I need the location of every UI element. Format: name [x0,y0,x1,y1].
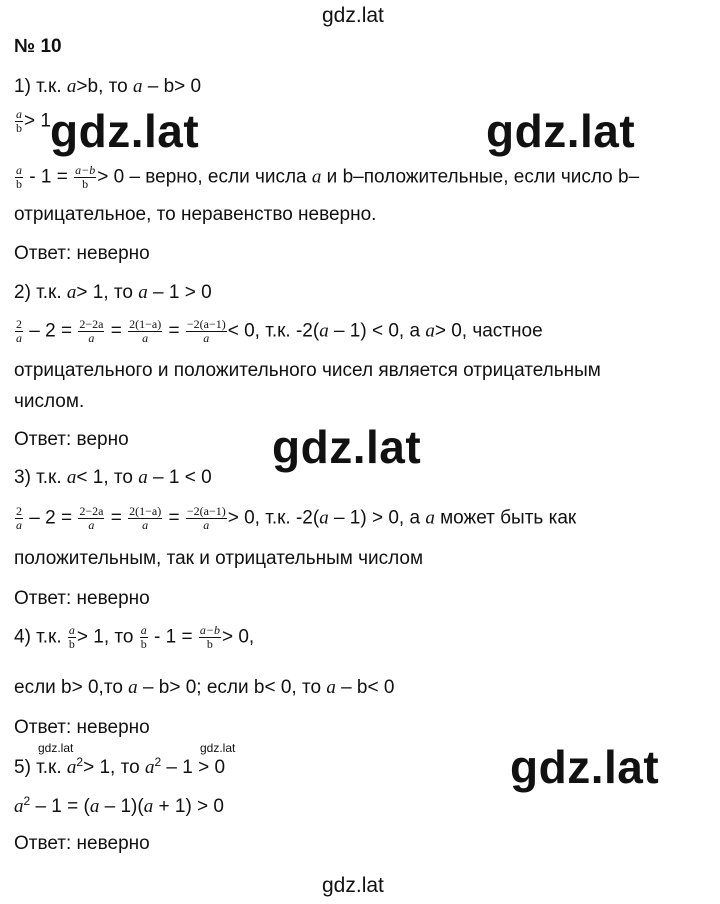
p4-answer: Ответ: неверно [14,717,150,738]
fraction: $\frac{-2(a-1)}{a}$ [186,317,226,345]
watermark-big: gdz.lat [510,741,660,793]
p5-line1: 5) т.к. $a^2> 1$, то $a^2 - 1 > 0$ [14,755,226,778]
p1-line1: 1) т.к. a>b, то a – b> 0 [14,76,202,97]
p3-line2: $\frac{2}{a}$ – 2 = $\frac{2-2a}{a}$ = $\frac{2(1-a)}{a}$ = $\frac{-2(a-1)}{a}$ > 0, т.к. -2(a – 1) > 0, а a может быть как [16,504,577,532]
p3-line1: 3) т.к. a< 1, то a – 1 < 0 [14,467,212,488]
fraction: $\frac{a}{b}$ [16,163,22,191]
fraction: $\frac{a}{b}$ [68,623,75,651]
watermark-top: gdz.lat [322,4,384,27]
p2-answer: Ответ: верно [14,429,129,450]
p1-line2: $\frac{a}{b}$ > 1 [16,107,51,135]
p4-line1: 4) т.к. $\frac{a}{b}$ > 1, то $\frac{a}{b}$ - 1 = $\frac{a-b}{b}$ > 0, [14,623,255,651]
p2-line1: 2) т.к. a> 1, то a – 1 > 0 [14,282,212,303]
watermark-big: gdz.lat [50,105,200,157]
watermark-small: gdz.lat [200,741,236,755]
fraction: $\frac{2}{a}$ [16,504,22,532]
fraction: $\frac{2}{a}$ [16,317,22,345]
p1-line4: отрицательное, то неравенство неверно. [14,204,377,225]
fraction: $\frac{a-b}{b}$ [199,623,220,651]
p2-line2: $\frac{2}{a}$ – 2 = $\frac{2-2a}{a}$ = $\frac{2(1-a)}{a}$ = $\frac{-2(a-1)}{a}$ < 0, т.к. -2(a – 1) < 0, а a> 0, частное [16,317,543,345]
p4-line2: если b> 0,то a – b> 0; если b< 0, то a – b< 0 [14,677,395,698]
p1-answer: Ответ: неверно [14,243,150,264]
p3-line3: положительным, так и отрицательным числом [14,548,424,569]
watermark-big: gdz.lat [486,105,636,157]
fraction: $\frac{2-2a}{a}$ [79,504,104,532]
fraction: $\frac{a}{b}$ [140,623,147,651]
p2-line3: отрицательного и положительного чисел является отрицательным [14,360,601,381]
fraction: $\frac{2(1-a)}{a}$ [129,317,162,345]
p5-line2: $a^2 - 1 = (a - 1)(a + 1) > 0$ [14,794,224,817]
p1-line3: $\frac{a}{b}$ - 1 = $\frac{a-b}{b}$ > 0 – верно, если числа a и b–положительные, если число b– [16,163,640,191]
fraction: $\frac{-2(a-1)}{a}$ [186,504,226,532]
watermark-big: gdz.lat [272,421,422,473]
watermark-bottom: gdz.lat [322,874,384,897]
watermark-small: gdz.lat [38,741,74,755]
p2-line4: числом. [14,391,85,412]
p5-answer: Ответ: неверно [14,833,150,854]
task-heading: № 10 [14,36,62,57]
fraction: $\frac{a}{b}$ [16,107,22,135]
p3-answer: Ответ: неверно [14,588,150,609]
fraction: $\frac{2(1-a)}{a}$ [129,504,162,532]
fraction: $\frac{a-b}{b}$ [75,163,96,191]
fraction: $\frac{2-2a}{a}$ [79,317,104,345]
